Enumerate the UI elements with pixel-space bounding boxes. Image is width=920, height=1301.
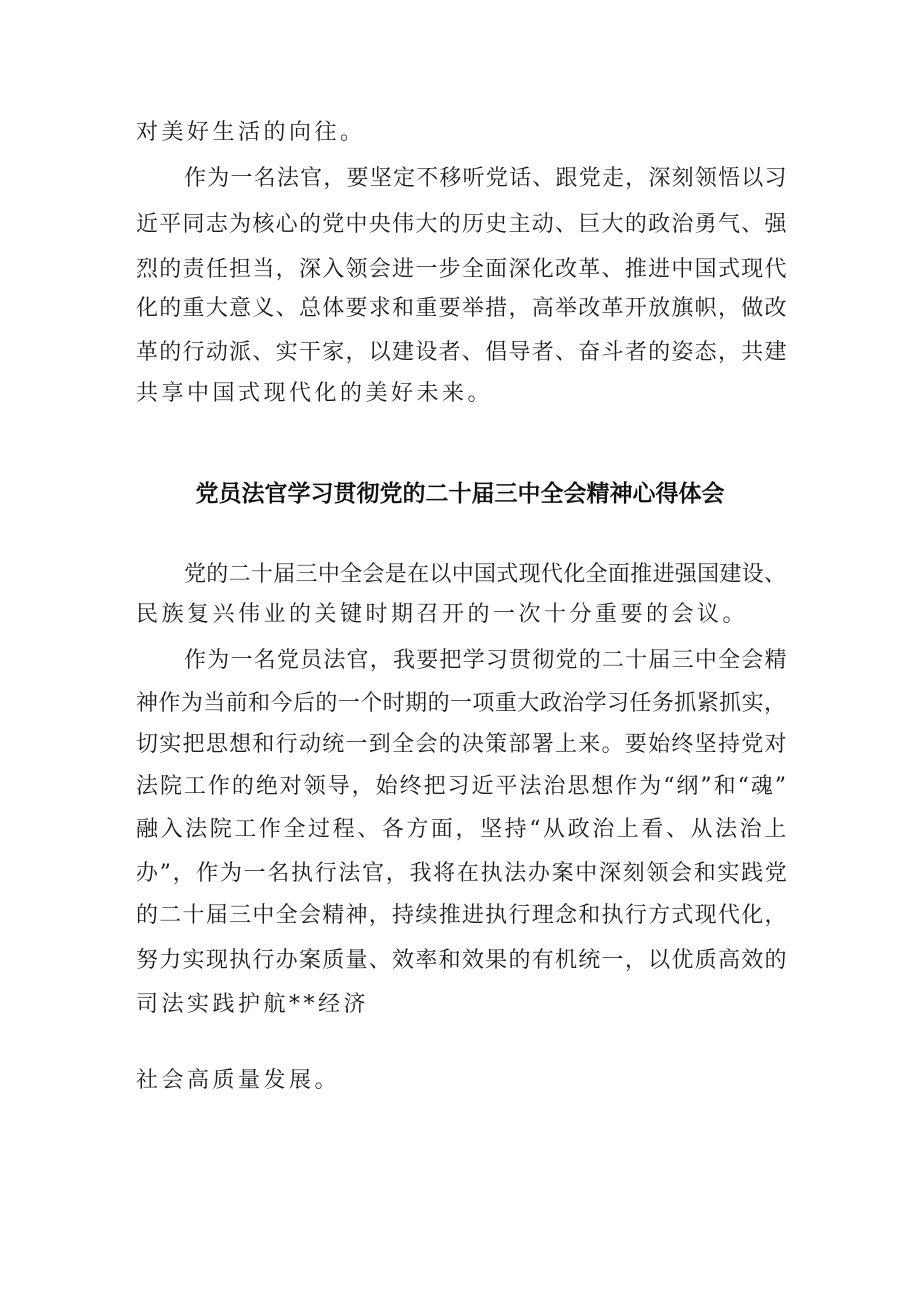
text-line: 努力实现执行办案质量、效率和效果的有机统一，以优质高效的 — [136, 948, 788, 973]
text-line: 共享中国式现代化的美好未来。 — [136, 381, 494, 406]
text-line: 的二十届三中全会精神，持续推进执行理念和执行方式现代化， — [136, 903, 788, 928]
text-line: 神作为当前和今后的一个时期的一项重大政治学习任务抓紧抓实， — [136, 691, 787, 716]
text-line: 民族复兴伟业的关键时期召开的一次十分重要的会议。 — [136, 602, 749, 627]
text-line: 法院工作的绝对领导，始终把习近平法治思想作为“纲”和“魂” — [136, 774, 788, 799]
text-line: 融入法院工作全过程、各方面，坚持“从政治上看、从法治上 — [136, 817, 789, 842]
text-line: 革的行动派、实干家，以建设者、倡导者、奋斗者的姿态，共建 — [136, 340, 788, 365]
text-line: 作为一名党员法官，我要把学习贯彻党的二十届三中全会精 — [184, 648, 788, 673]
text-line: 化的重大意义、总体要求和重要举措，高举改革开放旗帜，做改 — [136, 296, 788, 321]
text-line: 作为一名法官，要坚定不移听党话、跟党走，深刻领悟以习 — [184, 166, 788, 191]
text-line: 对美好生活的向往。 — [136, 120, 366, 145]
text-line: 办”，作为一名执行法官，我将在执法办案中深刻领会和实践党 — [136, 861, 789, 886]
text-line: 烈的责任担当，深入领会进一步全面深化改革、推进中国式现代 — [136, 257, 788, 282]
text-line: 司法实践护航**经济 — [136, 992, 370, 1017]
text-line: 近平同志为核心的党中央伟大的历史主动、巨大的政治勇气、强 — [136, 212, 788, 237]
text-line: 党的二十届三中全会是在以中国式现代化全面推进强国建设、 — [184, 562, 787, 587]
section-title: 党员法官学习贯彻党的二十届三中全会精神心得体会 — [195, 481, 725, 507]
text-line: 社会高质量发展。 — [136, 1068, 341, 1093]
text-line: 切实把思想和行动统一到全会的决策部署上来。要始终坚持党对 — [136, 732, 788, 757]
